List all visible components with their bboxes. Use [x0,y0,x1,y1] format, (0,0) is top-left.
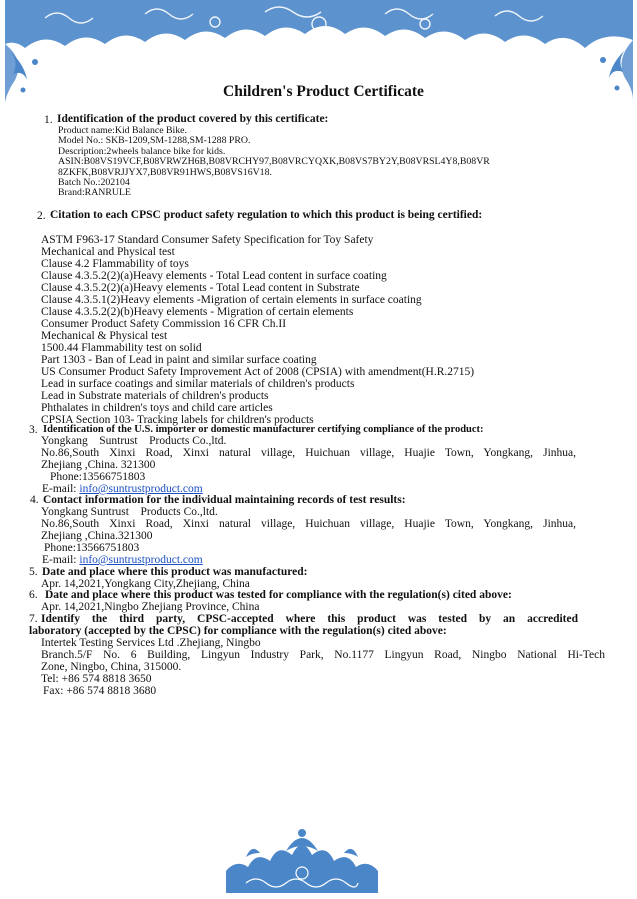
section-3-phone: Phone:13566751803 [50,471,146,483]
regulation-line: Clause 4.3.5.2(2)(a)Heavy elements - Total Lead content in Substrate [41,282,360,294]
section-1-body [58,126,490,199]
regulation-line: Clause 4.2 Flammability of toys [41,258,189,270]
regulation-line: Consumer Product Safety Commission 16 CFR Ch.II [41,318,287,330]
section-3-number: 3. [29,424,38,436]
certificate-title: Children's Product Certificate [223,83,424,100]
email-label: E-mail: [42,483,80,495]
regulation-line: Clause 4.3.5.1(2)Heavy elements -Migration of certain elements in surface coating [41,294,422,306]
section-3-email-link[interactable]: info@suntrustproduct.com [79,483,203,495]
section-7-tel: Tel: +86 574 8818 3650 [41,673,152,685]
asin-line-2: 8ZKFK,B08VRJJYX7,B08VR91HWS,B08VS16V18. [58,166,272,178]
section-3-heading: Identification of the U.S. importer or domestic manufacturer certifying compliance of the product: [43,424,484,435]
regulation-line: Mechanical & Physical test [41,330,168,342]
section-2-regulations [41,234,474,426]
section-1-heading: Identification of the product covered by this certificate: [57,113,329,125]
section-4-company: Yongkang Suntrust Products Co.,ltd. [41,506,218,518]
regulation-line: Mechanical and Physical test [41,246,175,258]
section-4-address-line-2: Zhejiang ,China.321300 [41,530,153,542]
section-4-phone: Phone:13566751803 [44,542,140,554]
section-2-heading: Citation to each CPSC product safety regulation to which this product is being certified: [50,209,483,221]
regulation-line: CPSIA Section 103- Tracking labels for children's products [41,414,314,426]
model-no: Model No.: SKB-1209,SM-1288,SM-1288 PRO. [58,135,251,147]
regulation-line: Clause 4.3.5.2(2)(b)Heavy elements - Migration of certain elements [41,306,354,318]
regulation-line: Phthalates in children's toys and child care articles [41,402,273,414]
section-7-heading-line-1: Identify the third party, CPSC-accepted where this product was tested by an accredited [41,613,578,625]
product-name: Product name:Kid Balance Bike. [58,125,187,136]
regulation-line: ASTM F963-17 Standard Consumer Safety Specification for Toy Safety [41,234,374,246]
email-label: E-mail: [42,554,80,566]
section-4-address-line-1: No.86,South Xinxi Road, Xinxi natural village, Huichuan village, Huajie Town, Yongkang, Jinhua, [41,518,576,530]
section-4-email-row [42,554,203,566]
section-5-number: 5. [29,566,38,578]
regulation-line: US Consumer Product Safety Improvement Act of 2008 (CPSIA) with amendment(H.R.2715) [41,366,475,378]
section-5-heading: Date and place where this product was manufactured: [42,566,308,578]
asin-line-1: ASIN:B08VS19VCF,B08VRWZH6B,B08VRCHY97,B08VRCYQXK,B08VS7BY2Y,B08VRSL4Y8,B08VR [58,156,490,168]
section-7-company: Intertek Testing Services Ltd .Zhejiang, Ningbo [41,637,261,649]
regulation-line: Clause 4.3.5.2(2)(a)Heavy elements - Total Lead content in surface coating [41,270,387,282]
regulation-line: Lead in Substrate materials of children's products [41,390,269,402]
bottom-ornament [226,821,378,893]
section-3-company: Yongkang Suntrust Products Co.,ltd. [41,435,227,447]
section-3-address-line-2: Zhejiang ,China. 321300 [41,459,156,471]
section-7-heading-line-2: laboratory (accepted by the CPSC) for compliance with the regulation(s) cited above: [29,625,447,637]
section-7-address-line-2: Zone, Ningbo, China, 315000. [41,661,182,673]
brand: Brand:RANRULE [58,187,131,199]
section-7-fax: Fax: +86 574 8818 3680 [43,685,157,697]
regulation-line: Part 1303 - Ban of Lead in paint and similar surface coating [41,354,317,366]
section-4-number: 4. [30,494,39,506]
description: Description:2wheels balance bike for kids. [58,145,226,157]
section-6-number: 6. [29,589,38,601]
section-7-address-line-1: Branch.5/F No. 6 Building, Lingyun Industry Park, No.1177 Lingyun Road, Ningbo National Hi-Tech [41,649,605,661]
batch-no: Batch No.:202104 [58,177,130,189]
section-2-number: 2. [37,210,46,222]
section-5-value: Apr. 14,2021,Yongkang City,Zhejiang, China [41,578,250,590]
section-3-address-line-1: No.86,South Xinxi Road, Xinxi natural village, Huichuan village, Huajie Town, Yongkang, Jinhua, [41,447,576,459]
regulation-line: 1500.44 Flammability test on solid [41,342,202,354]
section-4-email-link[interactable]: info@suntrustproduct.com [79,554,203,566]
section-7-number: 7. [29,613,38,625]
section-1-number: 1. [44,114,53,126]
section-6-value: Apr. 14,2021,Ningbo Zhejiang Province, China [41,601,260,613]
section-4-heading: Contact information for the individual maintaining records of test results: [43,494,406,506]
section-6-heading: Date and place where this product was tested for compliance with the regulation(s) cited above: [45,589,512,601]
regulation-line: Lead in surface coatings and similar materials of children's products [41,378,355,390]
